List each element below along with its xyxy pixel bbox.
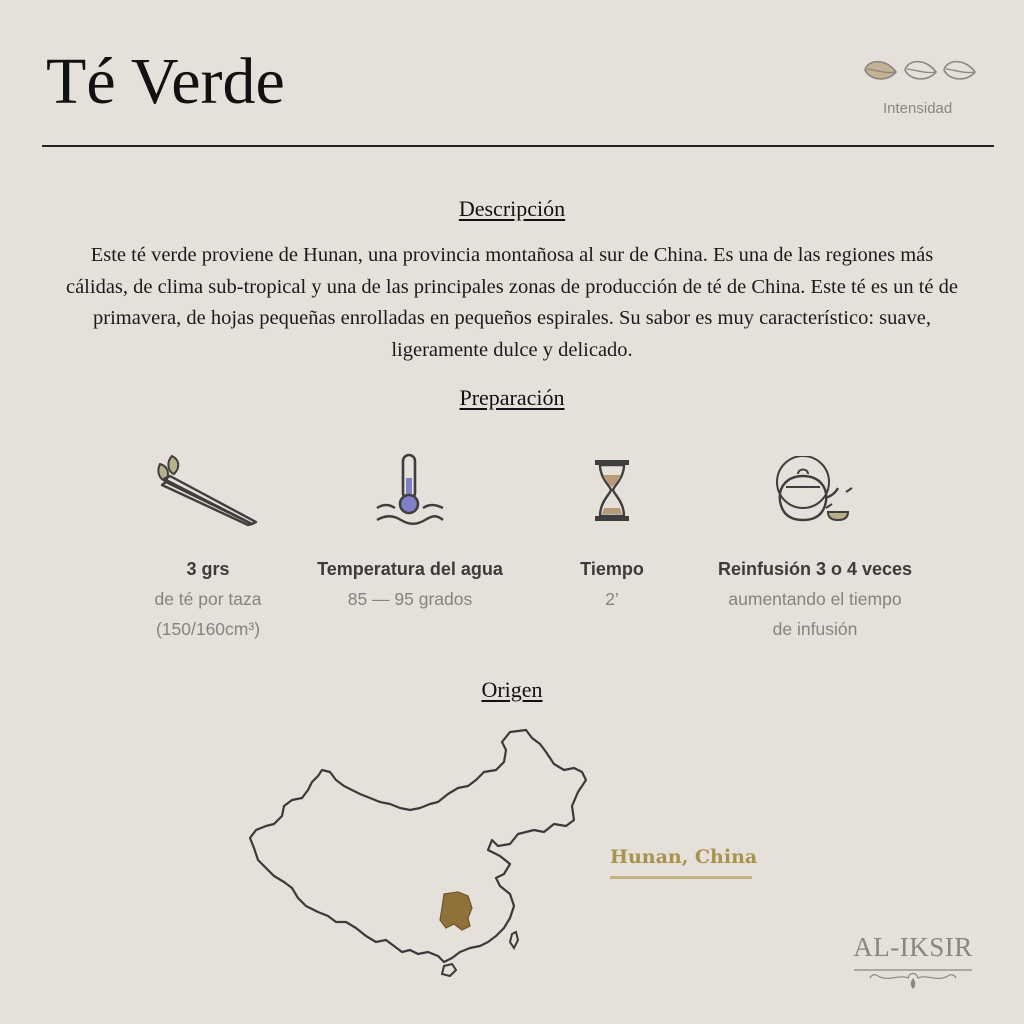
leaf-icon-2 bbox=[905, 62, 936, 79]
intensity-leaves-icon bbox=[862, 56, 980, 86]
tea-leaves-tongs-icon bbox=[154, 454, 262, 528]
hourglass-icon bbox=[592, 458, 632, 524]
thermometer-water-icon bbox=[374, 452, 446, 528]
prep-item-reinfusion bbox=[700, 554, 930, 644]
preparation-heading: Preparación bbox=[459, 385, 565, 410]
page-title: Té Verde bbox=[46, 45, 285, 118]
taiwan-island bbox=[510, 932, 518, 948]
prep-time-title: Tiempo bbox=[580, 559, 644, 579]
origin-label: Hunan, China bbox=[610, 846, 758, 868]
prep-dose-title: 3 grs bbox=[186, 559, 230, 579]
teapot-cup-icon bbox=[776, 456, 856, 526]
hunan-region bbox=[440, 892, 472, 930]
prep-item-dose bbox=[108, 554, 308, 644]
prep-time-line1: 2’ bbox=[605, 589, 619, 609]
hainan-island bbox=[442, 964, 456, 976]
prep-reinfusion-title: Reinfusión 3 o 4 veces bbox=[717, 559, 913, 579]
description-heading: Descripción bbox=[458, 196, 566, 221]
description-text: Este té verde proviene de Hunan, una provincia montañosa al sur de China. Es una de las regiones más cálidas, de clima sub-tropical y una de las principales zonas de producción de té de China. Este té es un té de primavera, de hojas pequeñas enrolladas en pequeños espirales. Su sabor es muy característico: suave, ligeramente dulce y delicado. bbox=[65, 244, 958, 361]
leaf-icon-1 bbox=[865, 62, 896, 79]
prep-dose-line2: (150/160cm³) bbox=[155, 619, 261, 639]
prep-item-time bbox=[542, 554, 682, 614]
prep-temperature-line1: 85 — 95 grados bbox=[347, 589, 473, 609]
intensity-label: Intensidad bbox=[883, 100, 953, 117]
leaf-icon-3 bbox=[944, 62, 975, 79]
prep-dose-line1: de té por taza bbox=[154, 589, 262, 609]
prep-reinfusion-line1: aumentando el tiempo bbox=[728, 589, 902, 609]
brand-name: AL-IKSIR bbox=[853, 932, 973, 962]
brand-ornament-icon bbox=[848, 964, 978, 990]
china-map bbox=[248, 728, 593, 980]
china-outline bbox=[250, 730, 586, 962]
origin-heading: Origen bbox=[481, 677, 543, 702]
prep-reinfusion-line2: de infusión bbox=[772, 619, 858, 639]
origin-label-underline bbox=[610, 876, 752, 879]
prep-temperature-title: Temperatura del agua bbox=[317, 559, 503, 579]
brand-logo bbox=[848, 930, 978, 994]
prep-item-temperature bbox=[300, 554, 520, 614]
header-divider bbox=[42, 145, 994, 147]
